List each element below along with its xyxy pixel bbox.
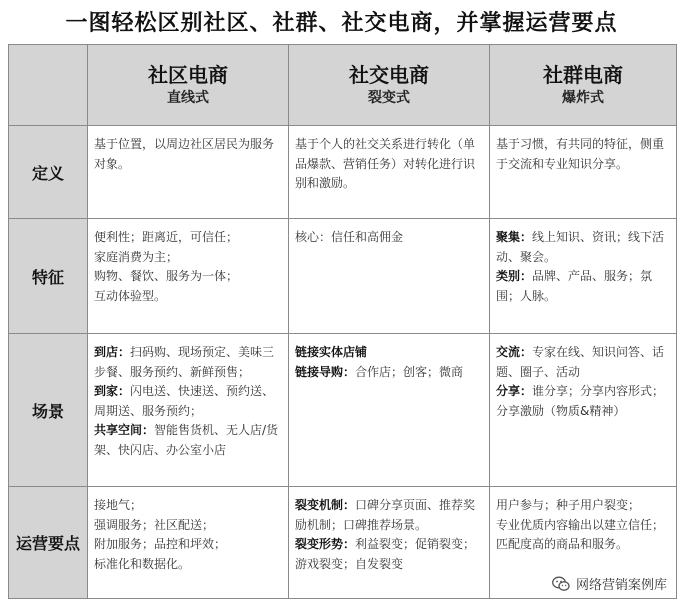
scenes-row [9, 334, 677, 487]
list-item: 强调服务；社区配送； [94, 517, 215, 532]
wechat-icon [552, 576, 570, 592]
keyword-value: 专家在线、知识问答、话题、圈子、活动 [496, 345, 665, 379]
features-group [490, 219, 677, 334]
list-item: 购物、餐饮、服务为一体； [94, 269, 239, 283]
row-label-scenes: 场景 [9, 334, 88, 487]
list-item: 接地气； [94, 498, 143, 512]
features-social: 核心：信任和高佣金 [289, 219, 490, 334]
definition-social: 基于个人的社交关系进行转化（单品爆款、营销任务）对转化进行识别和激励。 [289, 126, 490, 219]
list-item: 标准化和数据化。 [94, 556, 191, 571]
column-subtitle: 裂变式 [368, 90, 410, 106]
list-item: 互动体验型。 [94, 288, 167, 303]
scenes-community [88, 334, 289, 487]
column-title: 社区电商 [148, 63, 228, 87]
keyword-value: 智能售货机、无人店/货架、快闪店、办公室小店 [94, 423, 279, 457]
list-item: 匹配度高的商品和服务。 [496, 537, 629, 551]
keyword: 链接导购： [295, 364, 356, 379]
keyword: 类别： [496, 269, 533, 283]
list-item: 专业优质内容输出以建立信任； [496, 517, 665, 532]
column-header-social [289, 45, 490, 126]
row-label-definition: 定义 [9, 126, 88, 219]
column-subtitle: 直线式 [167, 90, 209, 106]
keyword: 链接实体店铺 [295, 345, 368, 359]
page-title: 一图轻松区别社区、社群、社交电商，并掌握运营要点 [65, 11, 618, 36]
keyword: 交流： [496, 345, 533, 359]
keyword: 共享空间： [94, 423, 155, 437]
header-row [9, 45, 677, 126]
column-title: 社交电商 [349, 63, 429, 87]
column-header-group [490, 45, 677, 126]
list-item: 附加服务；品控和坪效； [94, 537, 227, 551]
list-item: 分享激励（物质&精神） [496, 403, 626, 418]
watermark-text: 网络营销案例库 [575, 578, 667, 593]
comparison-table [8, 44, 677, 599]
list-item: 便利性；距离近，可信任； [94, 230, 239, 244]
row-label-operations: 运营要点 [9, 487, 88, 599]
row-label-features: 特征 [9, 219, 88, 334]
list-item: 家庭消费为主； [94, 249, 179, 264]
operations-social [289, 487, 490, 599]
keyword-value: 利益裂变；促销裂变；游戏裂变；自发裂变 [295, 537, 476, 571]
definition-community: 基于位置，以周边社区居民为服务对象。 [88, 126, 289, 219]
definition-group: 基于习惯，有共同的特征，侧重于交流和专业知识分享。 [490, 126, 677, 219]
keyword: 分享： [496, 384, 533, 398]
list-item: 用户参与；种子用户裂变； [496, 498, 641, 512]
keyword: 到店： [94, 345, 131, 359]
keyword: 裂变形势： [295, 537, 356, 551]
column-title: 社群电商 [543, 63, 623, 87]
keyword: 聚集： [496, 230, 533, 244]
keyword-value: 线上知识、资讯；线下活动、聚会。 [496, 230, 665, 264]
column-header-community [88, 45, 289, 126]
keyword: 裂变机制： [295, 498, 356, 512]
column-subtitle: 爆炸式 [562, 90, 604, 106]
scenes-social [289, 334, 490, 487]
keyword-value: 闪电送、快速送、预约送、周期送、服务预约； [94, 384, 275, 418]
features-community [88, 219, 289, 334]
definition-row [9, 126, 677, 219]
scenes-group [490, 334, 677, 487]
corner-cell [9, 45, 88, 126]
keyword-value: 扫码购、现场预定、美味三步餐、服务预约、新鲜预售； [94, 345, 275, 379]
keyword-value: 口碑分享页面、推荐奖励机制；口碑推荐场景。 [295, 498, 476, 532]
keyword-value: 谁分享；分享内容形式； [532, 384, 665, 398]
operations-community [88, 487, 289, 599]
features-row [9, 219, 677, 334]
watermark [548, 572, 671, 595]
keyword-value: 合作店；创客；微商 [355, 364, 464, 379]
keyword: 到家： [94, 384, 131, 398]
keyword-value: 品牌、产品、服务；氛围；人脉。 [496, 269, 653, 303]
